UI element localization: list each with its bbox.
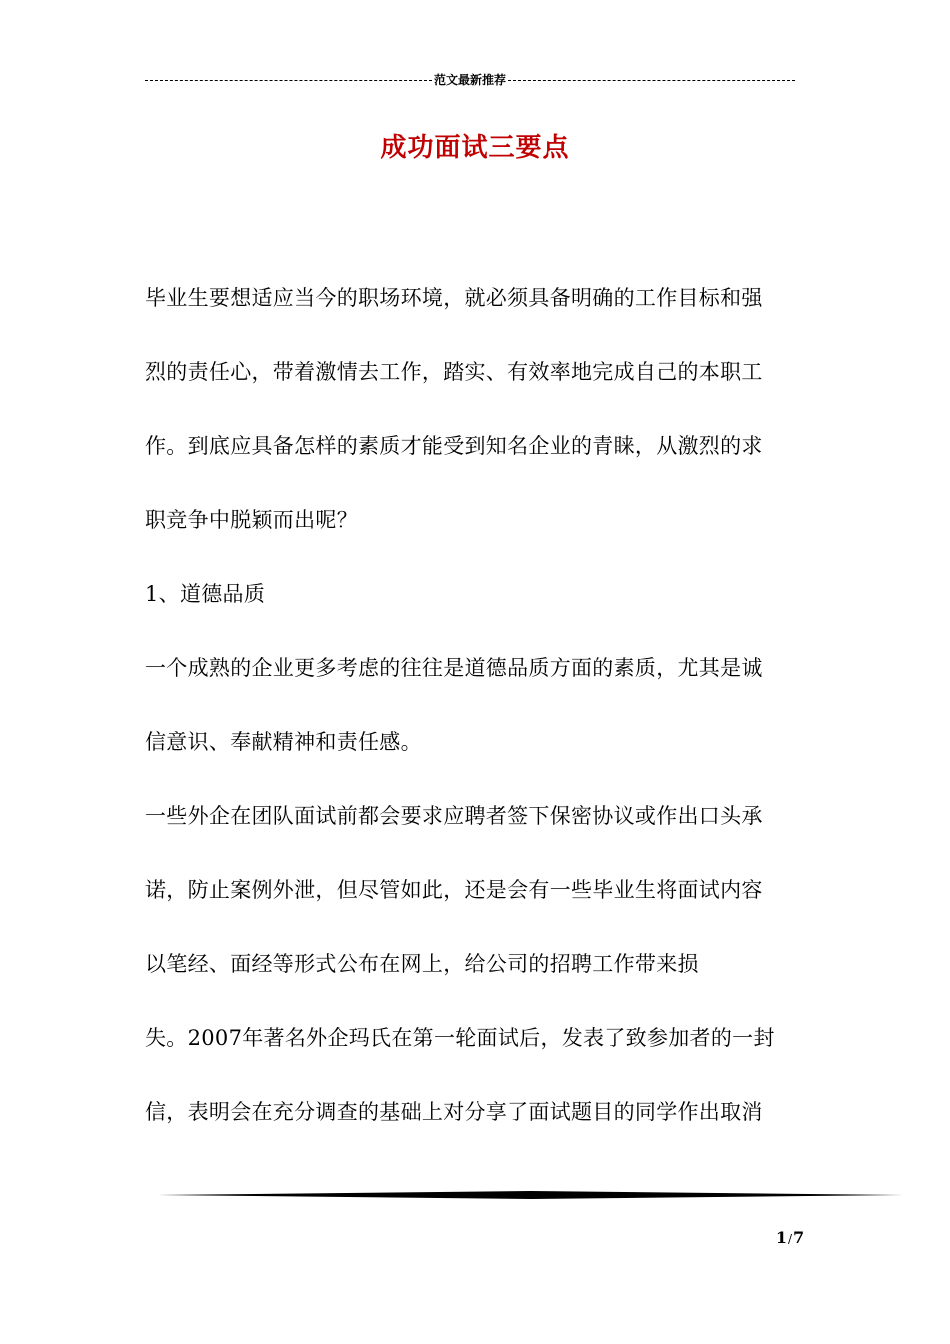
page-total: 7 [793,1228,805,1247]
body-line: 以笔经、面经等形式公布在网上，给公司的招聘工作带来损 [145,952,699,976]
page-header [145,70,795,90]
page-number [760,1226,820,1251]
page-separator: / [787,1232,793,1246]
footer-rule [158,1190,904,1200]
header-dash-left [145,80,432,81]
header-label: 范文最新推荐 [434,73,507,87]
header-dash-right [508,80,795,81]
body-line: 烈的责任心，带着激情去工作，踏实、有效率地完成自己的本职工 [145,360,763,384]
body-line: 信意识、奉献精神和责任感。 [145,730,422,754]
document-title: 成功面试三要点 [380,133,570,163]
body-line: 信，表明会在充分调查的基础上对分享了面试题目的同学作出取消 [145,1100,763,1124]
document-body [145,276,805,1164]
body-line: 作。到底应具备怎样的素质才能受到知名企业的青睐，从激烈的求 [145,434,763,458]
body-line: 一个成熟的企业更多考虑的往往是道德品质方面的素质，尤其是诚 [145,656,763,680]
body-line: 诺，防止案例外泄，但尽管如此，还是会有一些毕业生将面试内容 [145,878,763,902]
body-line: 毕业生要想适应当今的职场环境，就必须具备明确的工作目标和强 [145,286,763,310]
body-line: 一些外企在团队面试前都会要求应聘者签下保密协议或作出口头承 [145,804,763,828]
body-line: 失。2007年著名外企玛氏在第一轮面试后，发表了致参加者的一封 [145,1026,775,1050]
body-line: 职竞争中脱颖而出呢？ [145,508,358,532]
section-heading: 1、道德品质 [145,582,266,606]
page-current: 1 [775,1228,787,1247]
